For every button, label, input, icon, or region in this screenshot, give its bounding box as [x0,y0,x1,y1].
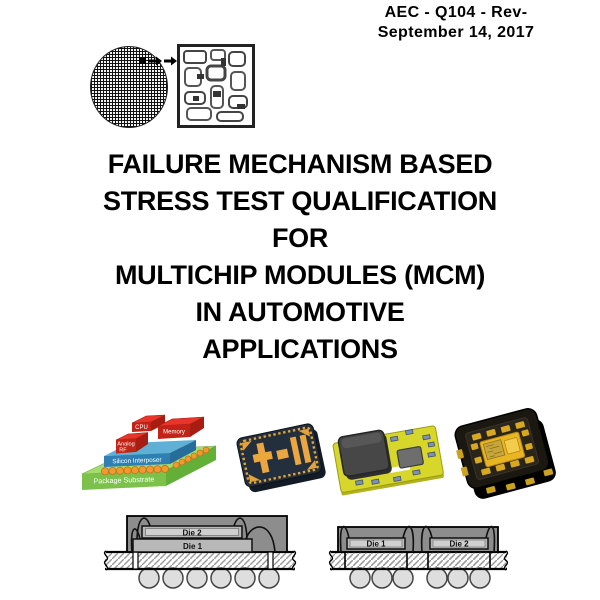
title-line-4: MULTICHIP MODULES (MCM) [114,260,486,290]
wafer-to-die-figure [88,44,258,132]
title-line-6: APPLICATIONS [202,334,398,364]
cpu-label: CPU [135,425,148,431]
stacked-bottom-die-label: Die 1 [182,542,203,551]
left-die-label: Die 1 [366,539,386,549]
arrow-right-icon [148,55,178,67]
solder-balls [350,568,490,588]
title-line-3: FOR [271,223,329,253]
title-line-5: IN AUTOMOTIVE [195,297,405,327]
document-header [356,3,556,43]
qfn-package-render [446,398,562,504]
analog-rf-label-2: RF [119,447,127,454]
die-marker-icon [139,57,146,64]
document-date: September 14, 2017 [377,24,535,41]
page-title [3,146,597,368]
pcb-module-render [332,418,446,498]
die-layout-icon [177,44,255,128]
solder-balls [139,568,279,588]
analog-rf-label-1: Analog [117,441,135,448]
interposer-label: Silicon Interposer [112,456,162,466]
cross-section-side-by-side-die [323,512,521,594]
cross-section-stacked-die [100,511,315,595]
title-line-1: FAILURE MECHANISM BASED [107,149,493,179]
title-line-2: STRESS TEST QUALIFICATION [102,186,497,216]
memory-label: Memory [163,429,185,436]
document-id: AEC - Q104 - Rev- [384,4,528,21]
right-die-label: Die 2 [449,539,469,549]
substrate-label: Package Substrate [93,474,155,486]
black-module-render [230,410,332,498]
stacked-top-die-label: Die 2 [182,528,202,538]
mcm-package-diagram [78,396,220,502]
